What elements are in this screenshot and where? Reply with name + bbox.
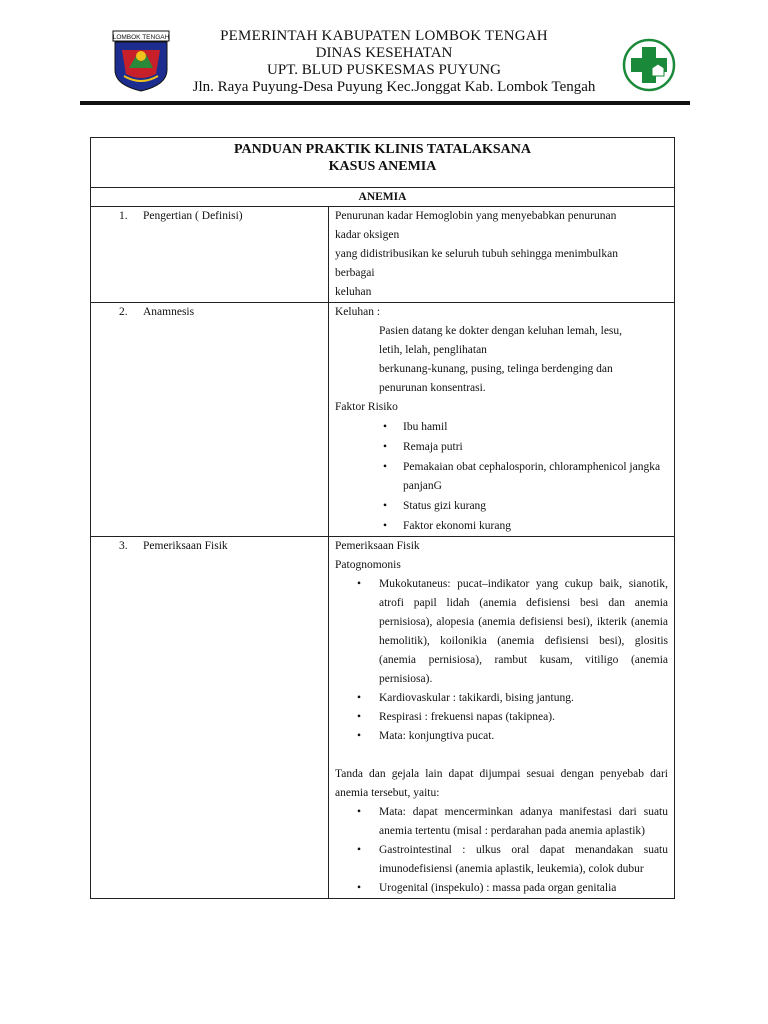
emblem-caption: LOMBOK TENGAH <box>112 34 170 41</box>
row-label: Pengertian ( Definisi) <box>143 210 243 222</box>
list-item: • Ibu hamil <box>335 418 668 437</box>
puskesmas-cross-logo-icon <box>622 38 676 92</box>
keluhan-line: berkunang-kunang, pusing, telinga berdenging dan <box>379 363 613 375</box>
keluhan-line: Pasien datang ke dokter dengan keluhan lemah, lesu, <box>379 325 623 337</box>
list-item: • Respirasi : frekuensi napas (takipnea). <box>335 708 668 727</box>
row-label: Pemeriksaan Fisik <box>143 540 228 552</box>
table-row <box>91 537 675 899</box>
definition-line: keluhan <box>335 286 372 298</box>
list-item: • Urogenital (inspekulo) : massa pada organ genitalia <box>335 879 668 898</box>
row-content-cell <box>329 207 675 303</box>
definition-line: berbagai <box>335 267 375 279</box>
tanda-gejala-list <box>335 803 668 898</box>
keluhan-line: letih, lelah, penglihatan <box>379 344 487 356</box>
title-line-2: KASUS ANEMIA <box>328 159 437 174</box>
list-item: • Pemakaian obat cephalosporin, chloramphenicol jangka panjanG <box>335 458 668 496</box>
letterhead <box>0 0 768 110</box>
tanda-gejala-intro: Tanda dan gejala lain dapat dijumpai sesuai dengan penyebab dari anemia tersebut, yaitu: <box>335 768 668 799</box>
patognomonis-heading: Patognomonis <box>335 559 401 571</box>
keluhan-heading: Keluhan : <box>335 306 381 318</box>
definition-line: kadar oksigen <box>335 229 400 241</box>
definition-line: yang didistribusikan ke seluruh tubuh sehingga menimbulkan <box>335 248 618 260</box>
patognomonis-list <box>335 575 668 746</box>
list-item: • Mata: dapat mencerminkan adanya manifestasi dari suatu anemia tertentu (misal : perdarahan pada anemia aplastik) <box>335 803 668 841</box>
row-number: 1. <box>119 210 128 222</box>
letterhead-government: PEMERINTAH KABUPATEN LOMBOK TENGAH <box>220 28 548 44</box>
pemeriksaan-heading: Pemeriksaan Fisik <box>335 540 420 552</box>
table-row <box>91 207 675 303</box>
faktor-risiko-heading: Faktor Risiko <box>335 401 398 413</box>
letterhead-unit: UPT. BLUD PUSKESMAS PUYUNG <box>267 62 501 78</box>
row-number: 3. <box>119 540 128 552</box>
list-item: • Mukokutaneus: pucat–indikator yang cukup baik, sianotik, atrofi papil lidah (anemia defisiensi besi dan anemia pernisiosa), alopesia (anemia defisiensi besi), ikterik (anemia hemolitik), koilonikia (anemia defisiensi besi), glositis (anemia pernisiosa), rambut kusam, vitiligo (anemia pernisiosa). <box>335 575 668 689</box>
letterhead-department: DINAS KESEHATAN <box>315 45 453 61</box>
row-content-cell <box>329 303 675 537</box>
list-item: • Mata: konjungtiva pucat. <box>335 727 668 746</box>
list-item: • Remaja putri <box>335 438 668 457</box>
letterhead-address: Jln. Raya Puyung-Desa Puyung Kec.Jonggat Kab. Lombok Tengah <box>192 79 596 95</box>
title-line-1: PANDUAN PRAKTIK KLINIS TATALAKSANA <box>233 142 531 157</box>
letterhead-divider <box>80 101 690 105</box>
row-label-cell <box>91 207 329 303</box>
row-label: Anamnesis <box>143 306 195 318</box>
list-item: • Faktor ekonomi kurang <box>335 517 668 536</box>
clinical-guide-table <box>90 137 675 899</box>
list-item: • Kardiovaskular : takikardi, bising jantung. <box>335 689 668 708</box>
list-item: • Gastrointestinal : ulkus oral dapat menandakan suatu imunodefisiensi (anemia aplastik, leukemia), colok dubur <box>335 841 668 879</box>
faktor-risiko-list <box>335 418 668 536</box>
table-row <box>91 303 675 537</box>
keluhan-line: penurunan konsentrasi. <box>379 382 486 394</box>
row-label-cell <box>91 537 329 899</box>
row-content-cell <box>329 537 675 899</box>
list-item: • Status gizi kurang <box>335 497 668 516</box>
row-label-cell <box>91 303 329 537</box>
spacer <box>335 746 668 765</box>
section-subtitle: ANEMIA <box>91 188 675 207</box>
document-title <box>91 138 675 188</box>
definition-line: Penurunan kadar Hemoglobin yang menyebabkan penurunan <box>335 210 617 222</box>
row-number: 2. <box>119 306 128 318</box>
